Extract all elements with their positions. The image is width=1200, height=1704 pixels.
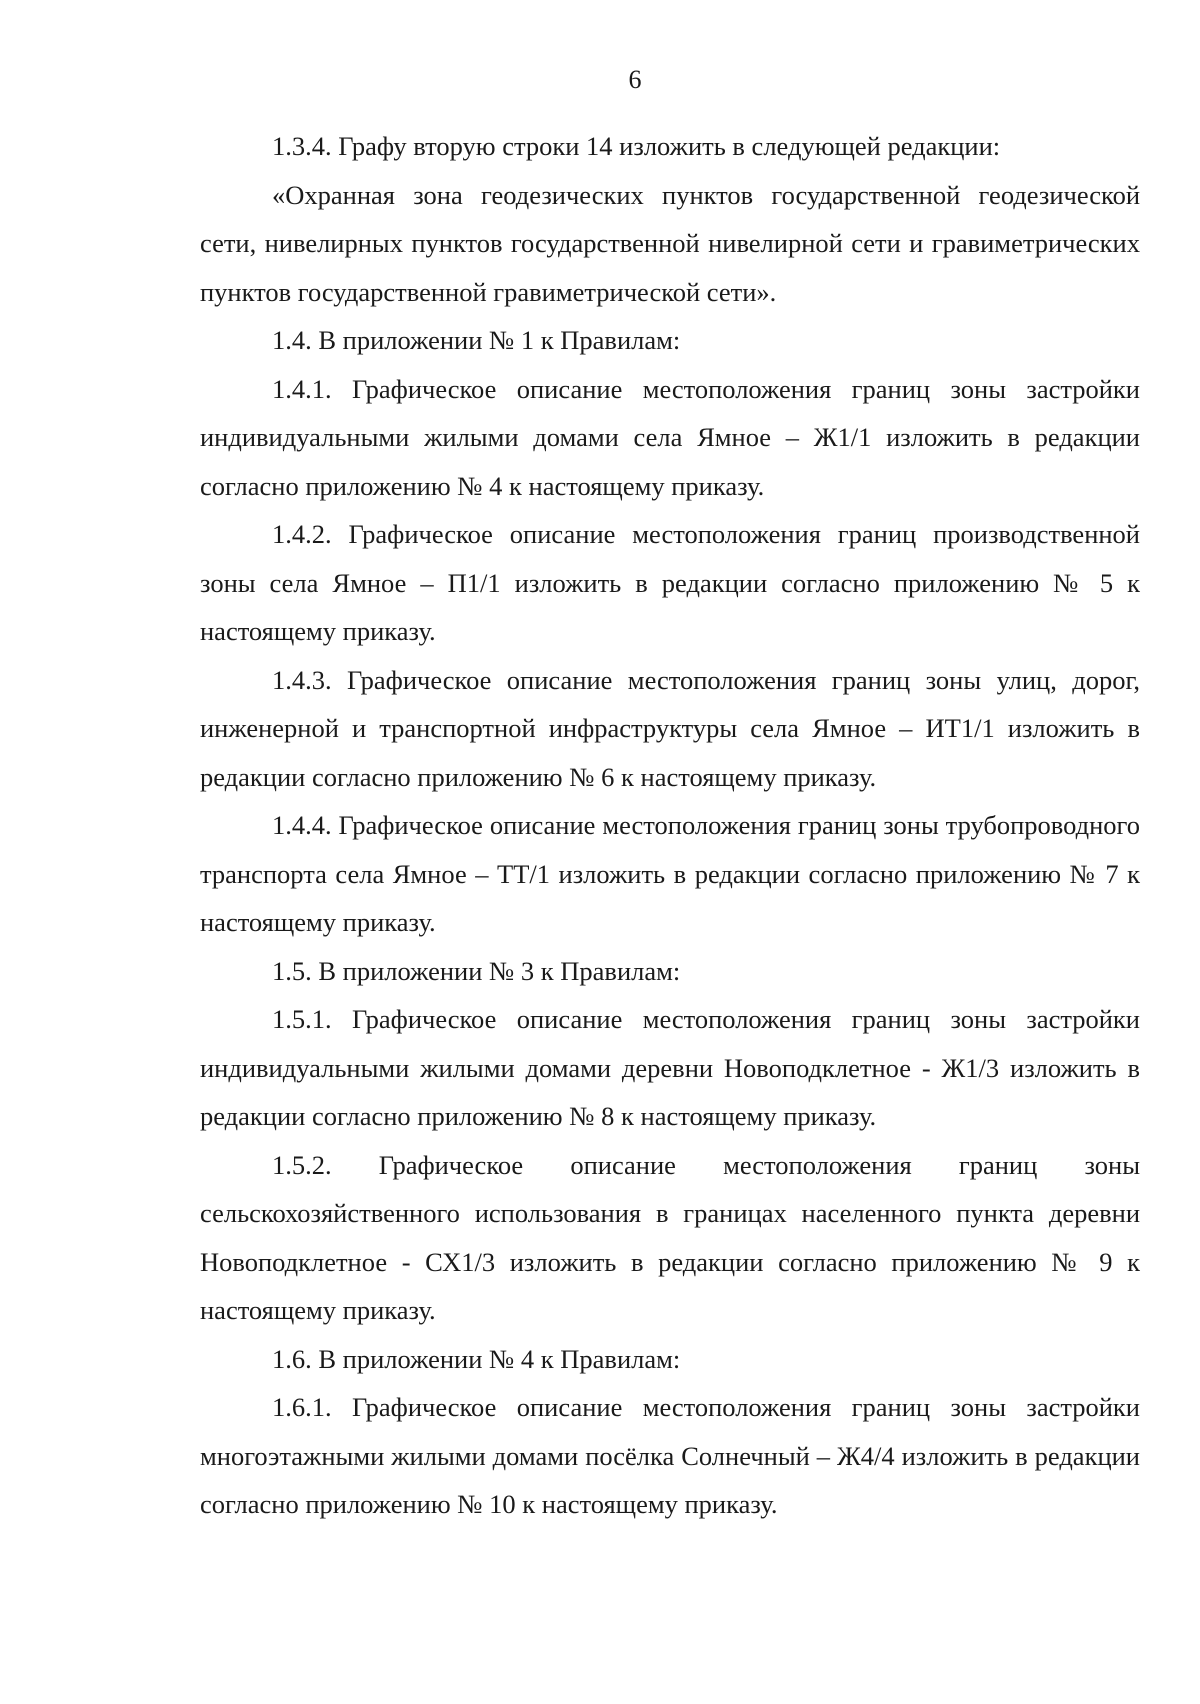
document-body [200,122,1140,1529]
paragraph-1-4-2: 1.4.2. Графическое описание местоположения границ производственной зоны села Ямное – П1/1 изложить в редакции согласно приложению № 5 к настоящему приказу. [200,519,1140,646]
paragraph-1-4-4: 1.4.4. Графическое описание местоположения границ зоны трубопроводного транспорта села Ямное – ТТ/1 изложить в редакции согласно приложению № 7 к настоящему приказу. [200,810,1140,937]
paragraph-1-4-3: 1.4.3. Графическое описание местоположения границ зоны улиц, дорог, инженерной и транспортной инфраструктуры села Ямное – ИТ1/1 изложить в редакции согласно приложению № 6 к настоящему приказу. [200,664,1140,792]
paragraph-1-6-1: 1.6.1. Графическое описание местоположения границ зоны застройки многоэтажными жилыми домами посёлка Солнечный – Ж4/4 изложить в редакции согласно приложению № 10 к настоящему приказу. [200,1392,1140,1519]
paragraph-1-5: 1.5. В приложении № 3 к Правилам: [272,955,681,986]
paragraph-1-5-2: 1.5.2. Графическое описание местоположения границ зоны сельскохозяйственного использования в границах населенного пункта деревни Новоподклетное - СХ1/3 изложить в редакции согласно приложению № 9 к настоящему приказу. [200,1149,1140,1325]
paragraph-1-5-1: 1.5.1. Графическое описание местоположения границ зоны застройки индивидуальными жилыми домами деревни Новоподклетное - Ж1/3 изложить в редакции согласно приложению № 8 к настоящему приказу. [200,1004,1140,1131]
paragraph-1-3-4: 1.3.4. Графу вторую строки 14 изложить в следующей редакции: [272,131,1001,161]
paragraph-quote-protection-zone: «Охранная зона геодезических пунктов государственной геодезической сети, нивелирных пунктов государственной нивелирной сети и гравиметрических пунктов государственной гравиметрической сети». [200,179,1140,307]
paragraph-1-4-1: 1.4.1. Графическое описание местоположения границ зоны застройки индивидуальными жилыми домами села Ямное – Ж1/1 изложить в редакции согласно приложению № 4 к настоящему приказу. [200,373,1140,501]
paragraph-1-6: 1.6. В приложении № 4 к Правилам: [272,1343,681,1374]
paragraph-1-4: 1.4. В приложении № 1 к Правилам: [272,325,681,355]
page-number: 6 [628,65,642,94]
